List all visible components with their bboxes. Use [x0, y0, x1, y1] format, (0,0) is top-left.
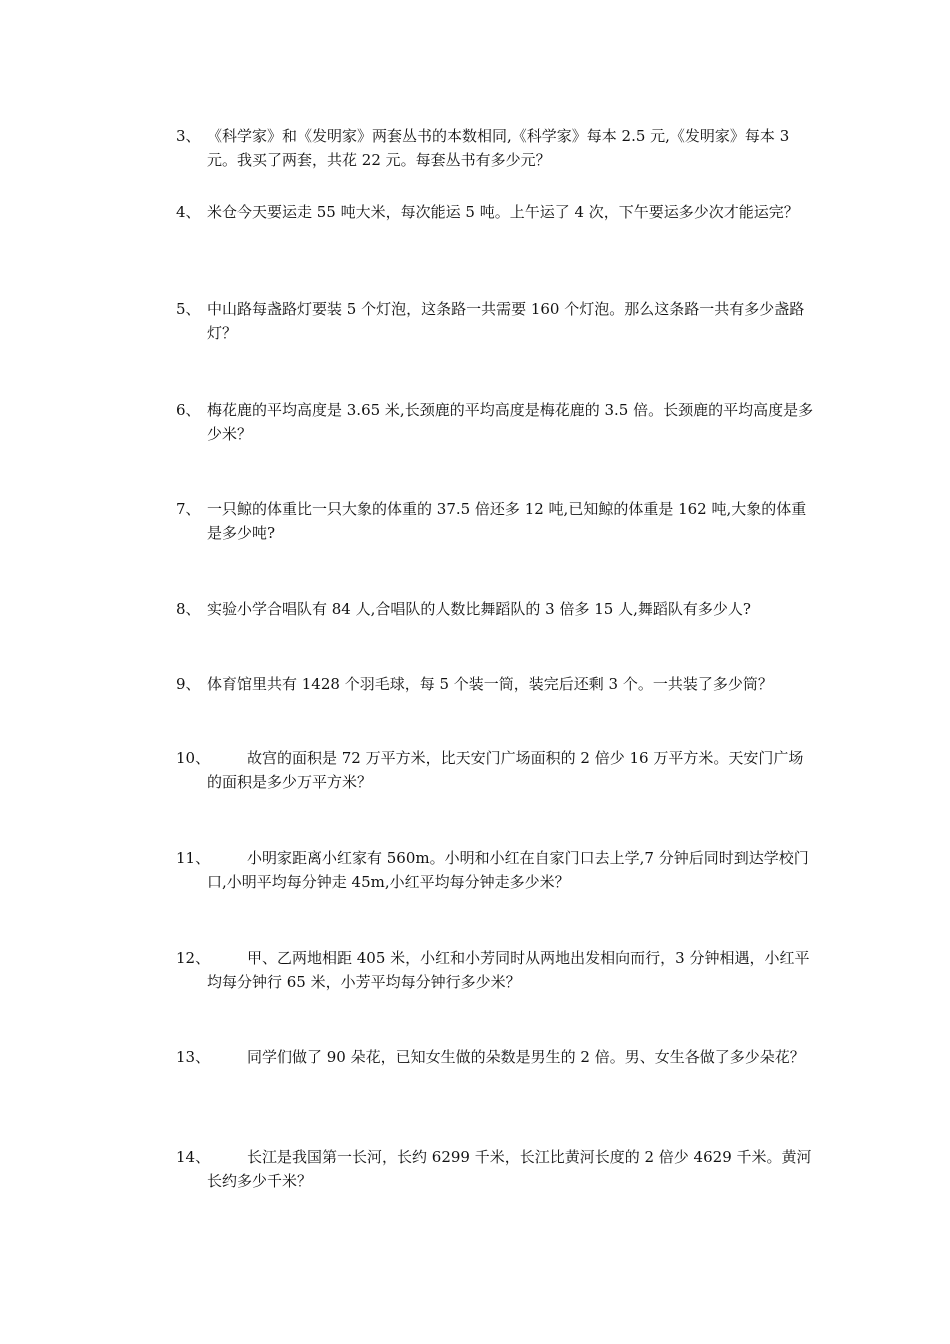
problem-text: 同学们做了 90 朵花，已知女生做的朵数是男生的 2 倍。男、女生各做了多少朵花？	[247, 1048, 805, 1066]
problem-10	[176, 746, 816, 794]
problem-9	[176, 672, 816, 696]
problem-number: 10、	[176, 749, 211, 767]
problem-text: 中山路每盏路灯要装 5 个灯泡，这条路一共需要 160 个灯泡。那么这条路一共有多少盏路灯？	[207, 300, 805, 342]
problem-number: 3、	[176, 127, 201, 145]
problem-text: 甲、乙两地相距 405 米，小红和小芳同时从两地出发相向而行，3 分钟相遇，小红平均每分钟行 65 米，小芳平均每分钟行多少米？	[207, 949, 810, 991]
problem-3	[176, 124, 816, 172]
problem-text: 实验小学合唱队有 84 人,合唱队的人数比舞蹈队的 3 倍多 15 人,舞蹈队有多少人?	[207, 600, 751, 618]
problem-14	[176, 1145, 816, 1193]
problem-8	[176, 597, 816, 621]
problem-number: 5、	[176, 300, 201, 318]
problem-text: 米仓今天要运走 55 吨大米，每次能运 5 吨。上午运了 4 次，下午要运多少次才能运完？	[207, 203, 799, 221]
problem-number: 4、	[176, 203, 201, 221]
problem-number: 8、	[176, 600, 201, 618]
problem-7	[176, 497, 816, 545]
problem-text: 一只鲸的体重比一只大象的体重的 37.5 倍还多 12 吨,已知鲸的体重是 162 吨,大象的体重是多少吨?	[207, 500, 807, 542]
problem-number: 9、	[176, 675, 201, 693]
problem-text: 小明家距离小红家有 560m。小明和小红在自家门口去上学,7 分钟后同时到达学校门口,小明平均每分钟走 45m,小红平均每分钟走多少米？	[207, 849, 809, 891]
problem-text: 长江是我国第一长河，长约 6299 千米，长江比黄河长度的 2 倍少 4629 千米。黄河长约多少千米？	[207, 1148, 812, 1190]
problem-text: 梅花鹿的平均高度是 3.65 米,长颈鹿的平均高度是梅花鹿的 3.5 倍。长颈鹿的平均高度是多少米？	[207, 401, 814, 443]
problem-11	[176, 846, 816, 894]
problem-text: 故宫的面积是 72 万平方米，比天安门广场面积的 2 倍少 16 万平方米。天安门广场的面积是多少万平方米？	[207, 749, 804, 791]
problem-5	[176, 297, 816, 345]
problem-4	[176, 200, 816, 224]
problem-number: 7、	[176, 500, 201, 518]
problem-number: 12、	[176, 949, 211, 967]
problem-text: 《科学家》和《发明家》两套丛书的本数相同,《科学家》每本 2.5 元,《发明家》每本 3 元。我买了两套，共花 22 元。每套丛书有多少元？	[207, 127, 790, 169]
problem-number: 6、	[176, 401, 201, 419]
problem-number: 13、	[176, 1048, 211, 1066]
problem-6	[176, 398, 816, 446]
problem-13	[176, 1045, 816, 1069]
problem-text: 体育馆里共有 1428 个羽毛球，每 5 个装一筒，装完后还剩 3 个。一共装了多少筒？	[207, 675, 773, 693]
problem-number: 14、	[176, 1148, 211, 1166]
problem-number: 11、	[176, 849, 211, 867]
problem-12	[176, 946, 816, 994]
